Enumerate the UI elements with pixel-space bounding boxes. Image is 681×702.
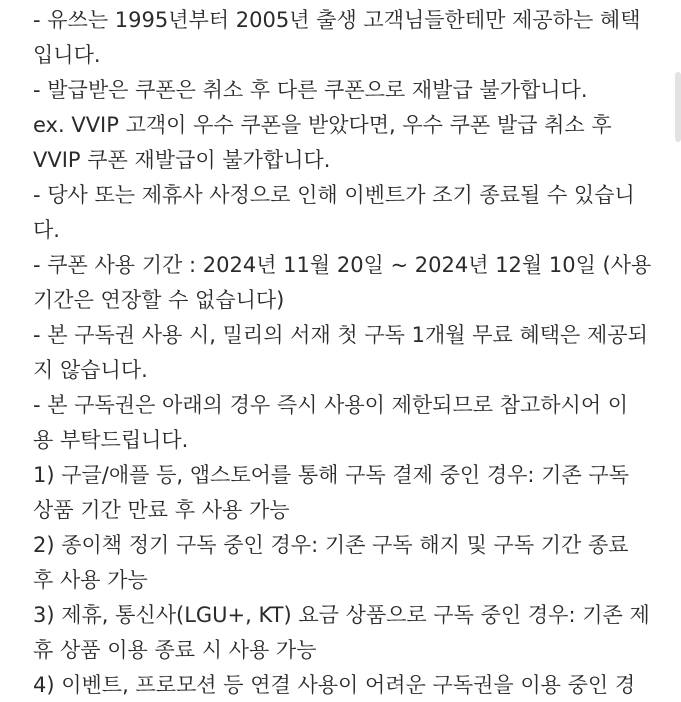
notice-line: 후 사용 가능 (33, 568, 148, 592)
notice-line: 지 않습니다. (33, 358, 148, 382)
notice-line: 상품 기간 만료 후 사용 가능 (33, 498, 290, 522)
notice-line: 2) 종이책 정기 구독 중인 경우: 기존 구독 해지 및 구독 기간 종료 (33, 533, 629, 557)
notice-line: 1) 구글/애플 등, 앱스토어를 통해 구독 결제 중인 경우: 기존 구독 (33, 463, 629, 487)
notice-line: 4) 이벤트, 프로모션 등 연결 사용이 어려운 구독권을 이용 중인 경 (33, 673, 636, 697)
notice-line: 다. (33, 218, 60, 242)
notice-line: 입니다. (33, 43, 101, 67)
notice-line: - 본 구독권은 아래의 경우 즉시 사용이 제한되므로 참고하시어 이 (33, 393, 629, 417)
notice-line: 기간은 연장할 수 없습니다) (33, 288, 285, 312)
notice-line: - 쿠폰 사용 기간 : 2024년 11월 20일 ~ 2024년 12월 10일 (사용 (33, 253, 652, 277)
notice-line: - 본 구독권 사용 시, 밀리의 서재 첫 구독 1개월 무료 혜택은 제공되 (33, 323, 648, 347)
notice-line: 3) 제휴, 통신사(LGU+, KT) 요금 상품으로 구독 중인 경우: 기존 제 (33, 603, 650, 627)
notice-line: - 당사 또는 제휴사 사정으로 인해 이벤트가 조기 종료될 수 있습니 (33, 183, 635, 207)
notice-line: - 유쓰는 1995년부터 2005년 출생 고객님들한테만 제공하는 혜택 (33, 8, 641, 32)
notice-line: 용 부탁드립니다. (33, 428, 189, 452)
notice-line: ex. VVIP 고객이 우수 쿠폰을 받았다면, 우수 쿠폰 발급 취소 후 (33, 113, 612, 137)
scrollbar-thumb[interactable] (675, 72, 681, 142)
notice-line: 휴 상품 이용 종료 시 사용 가능 (33, 638, 317, 662)
notice-line: - 발급받은 쿠폰은 취소 후 다른 쿠폰으로 재발급 불가합니다. (33, 78, 588, 102)
notice-line: VVIP 쿠폰 재발급이 불가합니다. (33, 148, 331, 172)
